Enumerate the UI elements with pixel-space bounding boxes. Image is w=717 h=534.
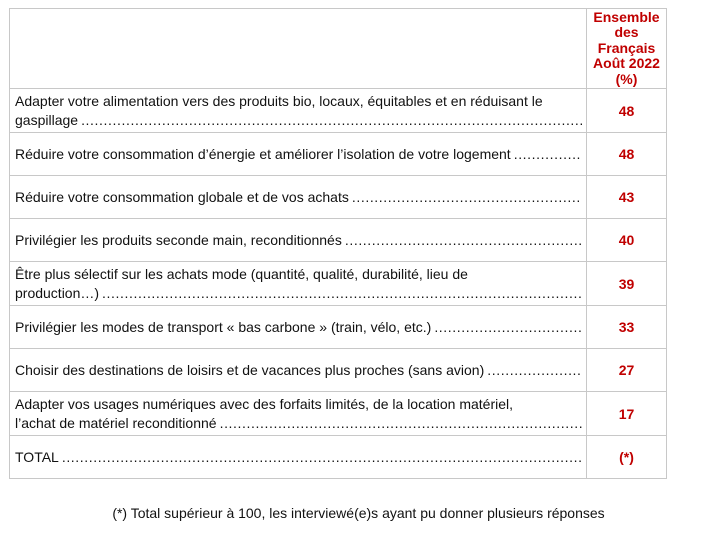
row-value: 17 bbox=[587, 392, 667, 436]
row-label-line-1 bbox=[15, 188, 582, 207]
row-label-line-1: Adapter votre alimentation vers des produits bio, locaux, équitables et en réduisant le bbox=[15, 92, 543, 109]
header-line-1: Ensemble des bbox=[593, 8, 660, 41]
dot-leader bbox=[352, 188, 582, 207]
row-label-line-1 bbox=[15, 448, 582, 467]
dot-leader bbox=[220, 414, 582, 433]
row-label-line-2 bbox=[15, 111, 582, 130]
row-value: 43 bbox=[587, 176, 667, 219]
dot-leader bbox=[434, 318, 582, 337]
header-empty-cell bbox=[10, 9, 587, 89]
row-label bbox=[10, 262, 587, 306]
total-value: (*) bbox=[587, 436, 667, 479]
row-label-line-1 bbox=[15, 145, 582, 164]
row-label-text: Réduire votre consommation d’énergie et améliorer l’isolation de votre logement bbox=[15, 145, 511, 162]
row-label bbox=[10, 133, 587, 176]
row-label bbox=[10, 176, 587, 219]
row-label-text: gaspillage bbox=[15, 111, 79, 128]
table-row bbox=[10, 133, 667, 176]
header-line-3: Août 2022 bbox=[593, 55, 660, 72]
dot-leader bbox=[81, 111, 582, 130]
row-label-text: Privilégier les produits seconde main, reconditionnés bbox=[15, 231, 342, 248]
row-label-text: Réduire votre consommation globale et de vos achats bbox=[15, 188, 349, 205]
row-label bbox=[10, 349, 587, 392]
table-row bbox=[10, 89, 667, 133]
table-row bbox=[10, 176, 667, 219]
row-label-text: production…) bbox=[15, 284, 100, 301]
dot-leader bbox=[62, 448, 582, 467]
row-label bbox=[10, 306, 587, 349]
row-label-line-2 bbox=[15, 414, 582, 433]
row-label-line-1: Adapter vos usages numériques avec des forfaits limités, de la location matériel, bbox=[15, 395, 514, 412]
row-value: 48 bbox=[587, 133, 667, 176]
total-row bbox=[10, 436, 667, 479]
table-row bbox=[10, 349, 667, 392]
footnote: (*) Total supérieur à 100, les interviewé(e)s ayant pu donner plusieurs réponses bbox=[112, 505, 605, 521]
row-label-text: TOTAL bbox=[15, 448, 59, 465]
row-label bbox=[10, 392, 587, 436]
total-label bbox=[10, 436, 587, 479]
row-label-line-1 bbox=[15, 231, 582, 250]
row-value: 48 bbox=[587, 89, 667, 133]
row-label-text: Privilégier les modes de transport « bas carbone » (train, vélo, etc.) bbox=[15, 318, 432, 335]
dot-leader bbox=[514, 145, 582, 164]
dot-leader bbox=[487, 361, 582, 380]
row-label-text: l’achat de matériel reconditionné bbox=[15, 414, 217, 431]
table-row bbox=[10, 219, 667, 262]
row-label-text: Choisir des destinations de loisirs et de vacances plus proches (sans avion) bbox=[15, 361, 485, 378]
header-row bbox=[10, 9, 667, 89]
row-label bbox=[10, 89, 587, 133]
table-row bbox=[10, 262, 667, 306]
survey-table bbox=[9, 8, 667, 479]
header-line-2: Français bbox=[597, 39, 656, 56]
row-label-line-1 bbox=[15, 318, 582, 337]
header-line-4: (%) bbox=[615, 70, 638, 87]
row-value: 33 bbox=[587, 306, 667, 349]
dot-leader bbox=[102, 284, 582, 303]
table-row bbox=[10, 306, 667, 349]
dot-leader bbox=[345, 231, 582, 250]
row-label-line-2 bbox=[15, 284, 582, 303]
row-label-line-1: Être plus sélectif sur les achats mode (quantité, qualité, durabilité, lieu de bbox=[15, 265, 468, 282]
row-label bbox=[10, 219, 587, 262]
row-value: 27 bbox=[587, 349, 667, 392]
row-value: 39 bbox=[587, 262, 667, 306]
row-label-line-1 bbox=[15, 361, 582, 380]
table-row bbox=[10, 392, 667, 436]
column-header bbox=[587, 9, 667, 89]
row-value: 40 bbox=[587, 219, 667, 262]
